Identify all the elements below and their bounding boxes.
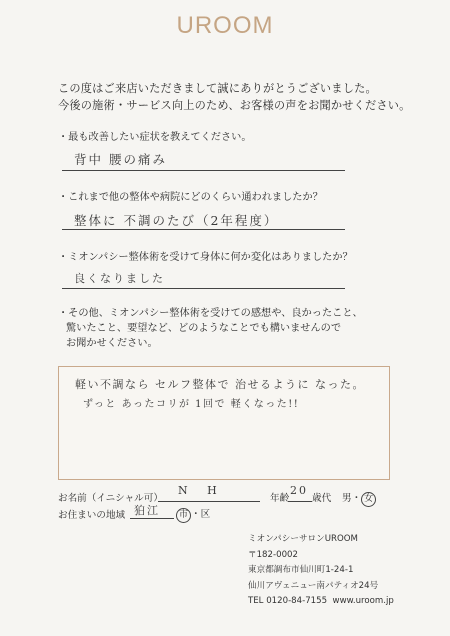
free-comment-answer-line-1: 軽い不調なら セルフ整体で 治せるように なった。 bbox=[75, 378, 365, 391]
free-comment-answer-line-2: ずっと あったコリが 1回で 軽くなった!! bbox=[83, 399, 300, 410]
question-1-underline bbox=[62, 170, 345, 171]
age-suffix: 歳代 bbox=[312, 493, 332, 504]
area-underline bbox=[130, 518, 174, 519]
salon-zip: 〒182-0002 bbox=[248, 549, 298, 560]
area-type bbox=[176, 506, 210, 523]
uroom-logo bbox=[0, 10, 450, 40]
age-underline bbox=[288, 501, 312, 502]
gender-options bbox=[342, 490, 376, 507]
gender-separator: ・ bbox=[351, 493, 362, 504]
name-label: お名前（イニシャル可） bbox=[58, 493, 163, 504]
ward-label: 区 bbox=[200, 509, 211, 520]
area-label: お住まいの地域 bbox=[58, 510, 126, 521]
question-2-answer: 整体に 不調のたび（2年程度） bbox=[74, 213, 279, 228]
salon-address-1: 東京都調布市仙川町1-24-1 bbox=[248, 565, 354, 575]
free-comment-label-line-1: ・その他、ミオンパシー整体術を受けての感想や、良かったこと、 bbox=[58, 308, 363, 319]
free-comment-label-line-2: 驚いたこと、要望など、どのようなことでも構いませんので bbox=[66, 323, 342, 334]
question-1-answer: 背中 腰の痛み bbox=[74, 152, 167, 167]
name-value: N H bbox=[178, 484, 225, 497]
name-underline bbox=[158, 501, 260, 502]
svg-text:UROOM: UROOM bbox=[176, 12, 274, 39]
salon-contact bbox=[248, 594, 394, 610]
question-2-label: ・これまで他の整体や病院にどのくらい通われましたか？ bbox=[58, 192, 323, 203]
gender-female-circled: 女 bbox=[361, 492, 376, 507]
free-comment-label bbox=[58, 306, 363, 351]
free-comment-label-line-3: お聞かせください。 bbox=[66, 338, 158, 349]
intro-text bbox=[58, 80, 411, 114]
question-3-underline bbox=[62, 288, 345, 289]
question-3-answer: 良くなりました bbox=[74, 272, 165, 285]
salon-address-2: 仙川アヴェニュー南パティオ24号 bbox=[248, 580, 379, 591]
gender-male: 男 bbox=[342, 493, 352, 504]
question-1-label: ・最も改善したい症状を教えてください。 bbox=[58, 132, 252, 143]
intro-line-1: この度はご来店いただきまして誠にありがとうございました。 bbox=[58, 82, 377, 95]
ward-separator: ・ bbox=[191, 509, 201, 520]
age-label: 年齢 bbox=[270, 493, 290, 504]
uroom-logo-mark bbox=[160, 10, 290, 40]
salon-footer bbox=[248, 532, 394, 610]
salon-name: ミオンパシーサロンUROOM bbox=[248, 534, 358, 544]
salon-tel: TEL 0120-84-7155 bbox=[248, 596, 328, 606]
intro-line-2: 今後の施術・サービス向上のため、お客様の声をお聞かせください。 bbox=[58, 99, 411, 112]
city-marker-circled: 市 bbox=[176, 508, 191, 523]
free-comment-box bbox=[58, 366, 390, 480]
area-value: 狛江 bbox=[134, 504, 160, 517]
question-2-underline bbox=[62, 229, 345, 230]
question-3-label: ・ミオンパシー整体術を受けて身体に何か変化はありましたか？ bbox=[58, 252, 353, 263]
age-value: 20 bbox=[290, 484, 308, 497]
salon-url: www.uroom.jp bbox=[332, 596, 394, 606]
